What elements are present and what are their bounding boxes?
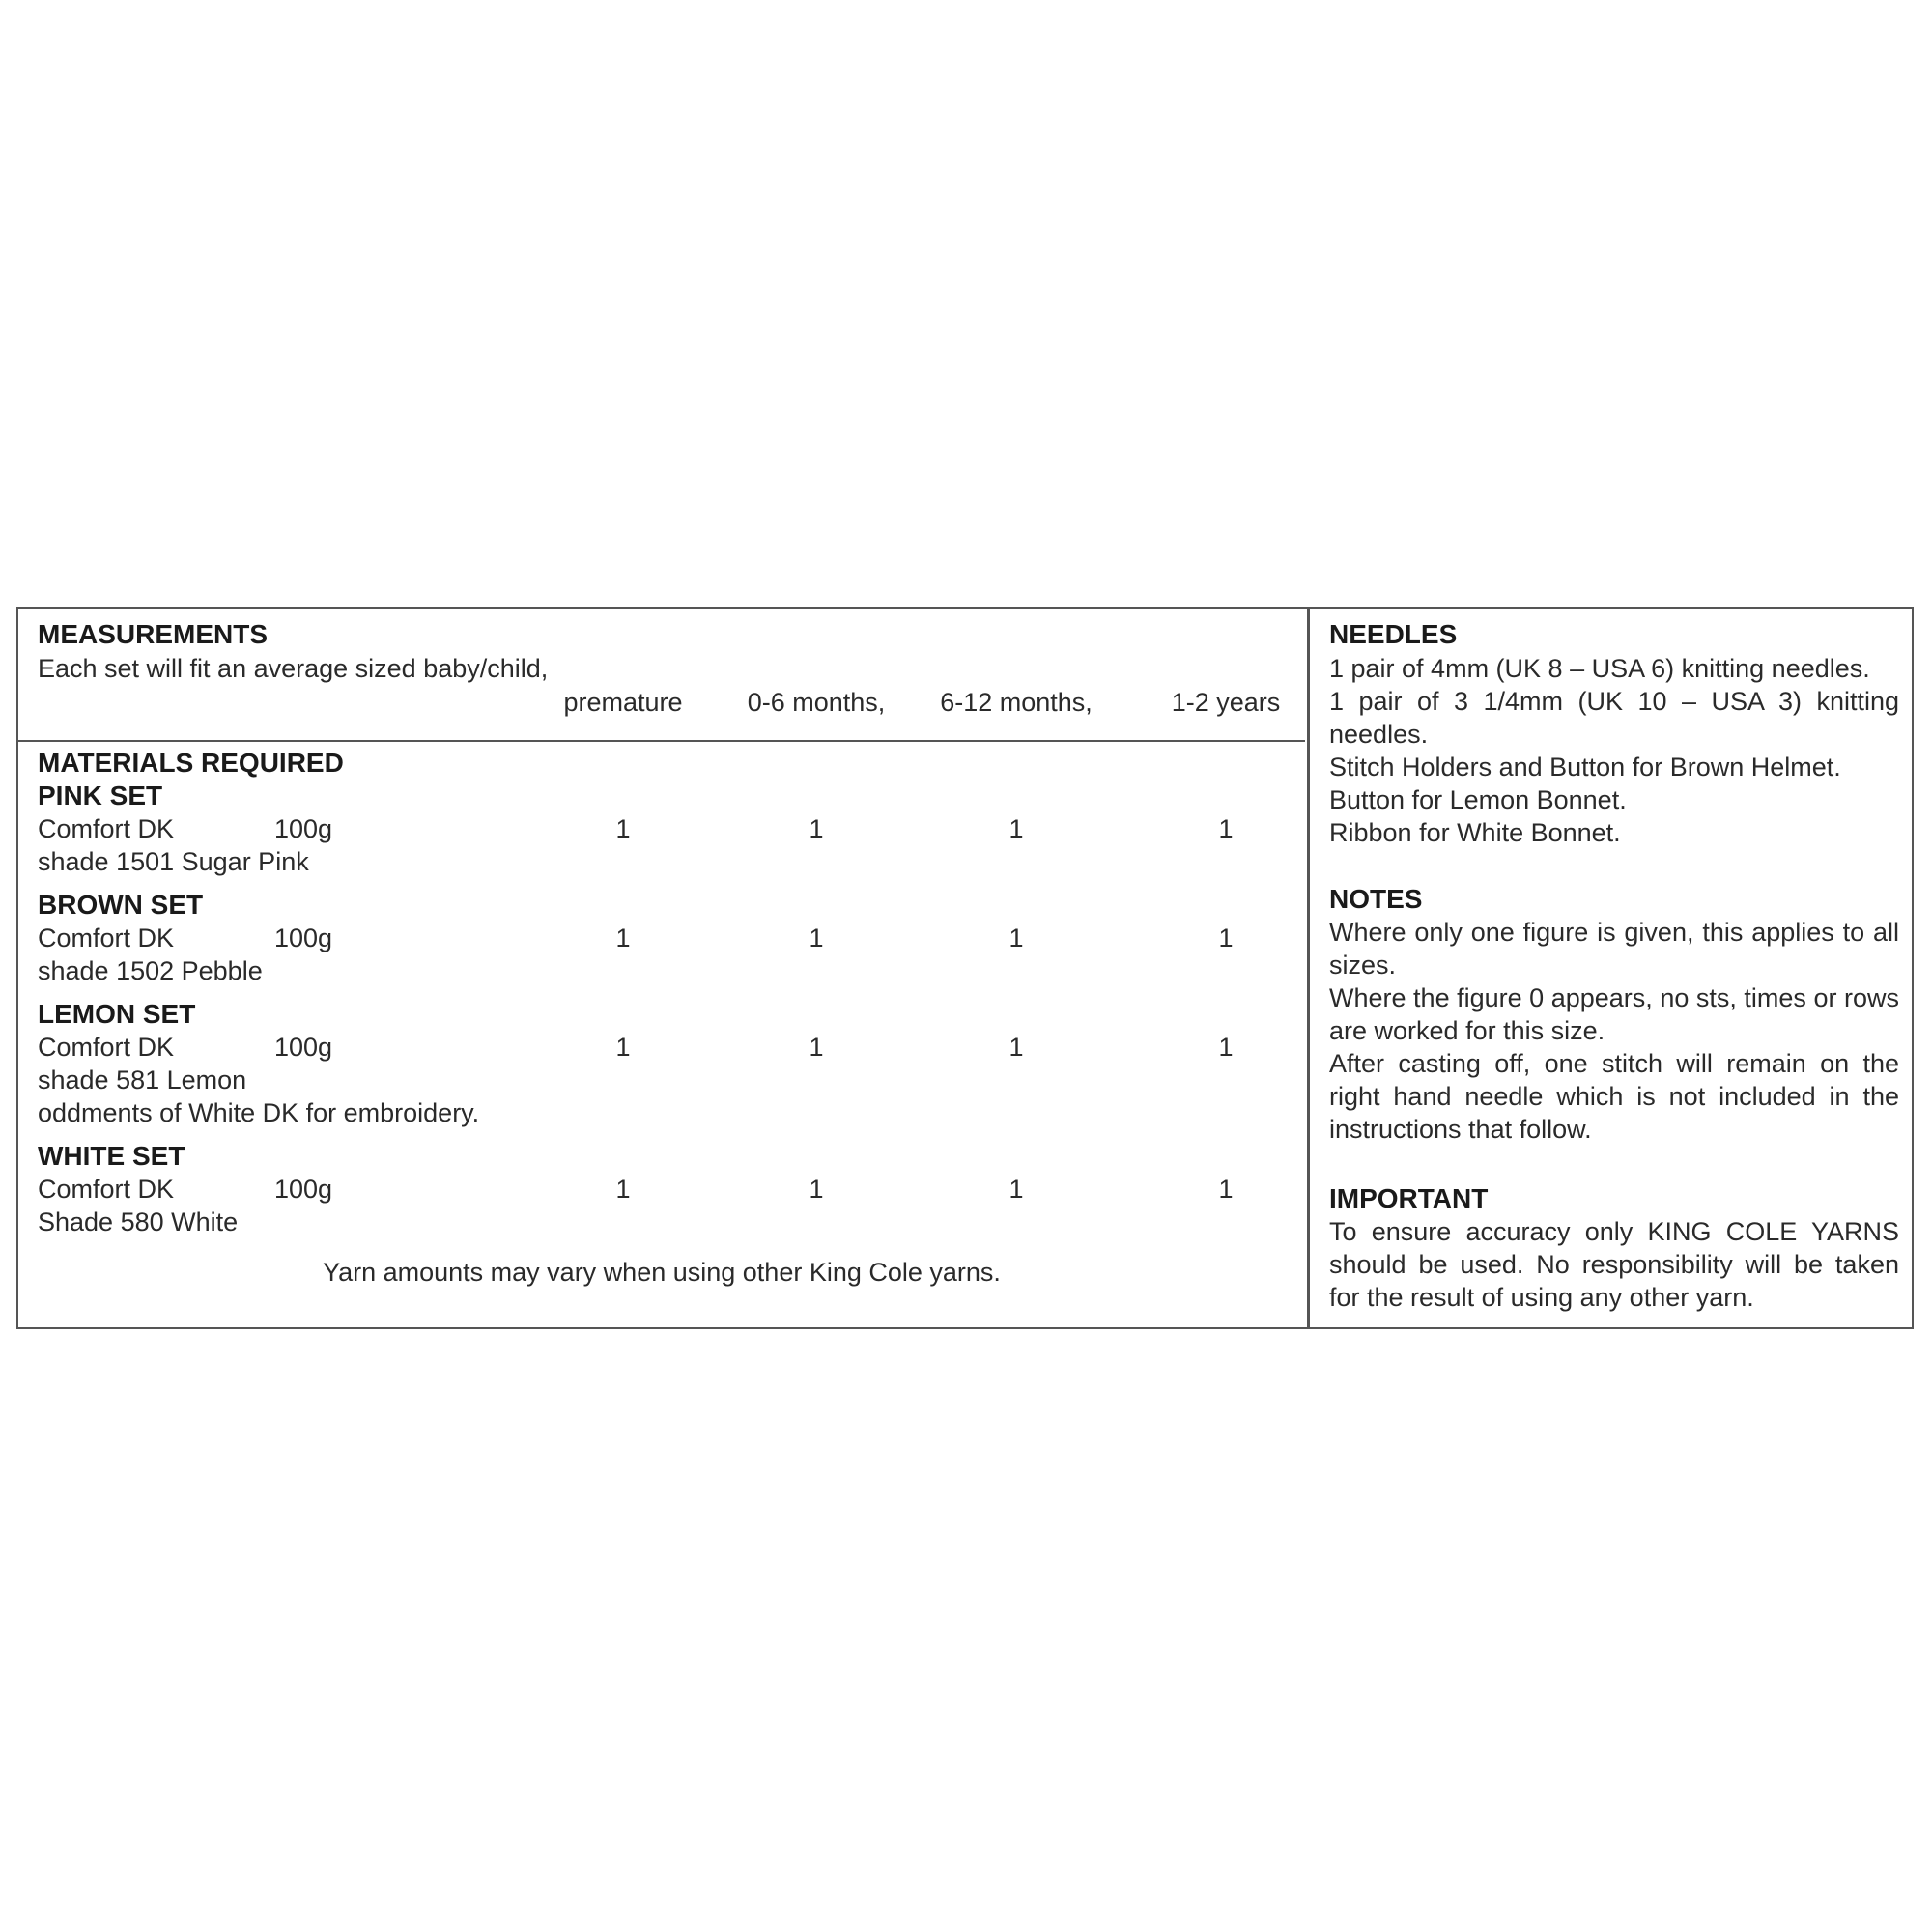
size-6-12-months: 6-12 months,	[940, 688, 1093, 717]
set-weight-white: 100g	[274, 1175, 333, 1204]
set-weight-lemon: 100g	[274, 1033, 333, 1062]
qty-white-6-12: 1	[1009, 1175, 1024, 1204]
size-0-6-months: 0-6 months,	[747, 688, 886, 717]
qty-white-1-2: 1	[1218, 1175, 1234, 1204]
set-yarn-lemon: Comfort DK	[38, 1033, 175, 1062]
set-shade-brown: shade 1502 Pebble	[38, 956, 263, 985]
qty-brown-0-6: 1	[809, 923, 824, 952]
set-weight-pink: 100g	[274, 814, 333, 843]
qty-lemon-premature: 1	[615, 1033, 631, 1062]
set-shade-lemon: shade 581 Lemon	[38, 1065, 247, 1094]
qty-white-premature: 1	[615, 1175, 631, 1204]
materials-heading: MATERIALS REQUIRED	[38, 748, 344, 778]
yarn-footnote: Yarn amounts may vary when using other King Cole yarns.	[323, 1258, 1001, 1287]
set-weight-brown: 100g	[274, 923, 333, 952]
needles-line-4: Button for Lemon Bonnet.	[1329, 785, 1627, 814]
notes-line-1: Where only one figure is given, this applies to all sizes.	[1329, 918, 1899, 980]
section-divider	[18, 740, 1305, 742]
set-yarn-pink: Comfort DK	[38, 814, 175, 843]
qty-pink-0-6: 1	[809, 814, 824, 843]
needles-line-3: Stitch Holders and Button for Brown Helmet.	[1329, 753, 1841, 781]
set-name-lemon: LEMON SET	[38, 999, 196, 1029]
qty-lemon-0-6: 1	[809, 1033, 824, 1062]
notes-line-2: Where the figure 0 appears, no sts, times or rows are worked for this size.	[1329, 983, 1899, 1045]
set-shade-pink: shade 1501 Sugar Pink	[38, 847, 309, 876]
important-heading: IMPORTANT	[1329, 1183, 1489, 1213]
qty-brown-premature: 1	[615, 923, 631, 952]
needles-notes-column	[1307, 609, 1912, 1327]
qty-brown-6-12: 1	[1009, 923, 1024, 952]
qty-brown-1-2: 1	[1218, 923, 1234, 952]
set-yarn-brown: Comfort DK	[38, 923, 175, 952]
needles-line-1: 1 pair of 4mm (UK 8 – USA 6) knitting needles.	[1329, 654, 1870, 683]
notes-line-3: After casting off, one stitch will remain on the right hand needle which is not included in the instructions that follow.	[1329, 1049, 1899, 1144]
needles-line-5: Ribbon for White Bonnet.	[1329, 818, 1621, 847]
set-name-brown: BROWN SET	[38, 890, 204, 920]
set-yarn-white: Comfort DK	[38, 1175, 175, 1204]
set-shade-white: Shade 580 White	[38, 1208, 239, 1236]
size-premature: premature	[563, 688, 683, 717]
measurements-heading: MEASUREMENTS	[38, 619, 269, 649]
measurements-materials-column	[18, 609, 1305, 1327]
qty-lemon-1-2: 1	[1218, 1033, 1234, 1062]
needles-line-2: 1 pair of 3 1/4mm (UK 10 – USA 3) knitting needles.	[1329, 687, 1899, 749]
pattern-info-panel	[16, 607, 1914, 1329]
qty-pink-6-12: 1	[1009, 814, 1024, 843]
qty-white-0-6: 1	[809, 1175, 824, 1204]
set-name-white: WHITE SET	[38, 1141, 185, 1171]
size-1-2-years: 1-2 years	[1171, 688, 1281, 717]
important-text: To ensure accuracy only KING COLE YARNS should be used. No responsibility will be taken for the result of using any other yarn.	[1329, 1217, 1899, 1312]
set-extra-lemon: oddments of White DK for embroidery.	[38, 1098, 480, 1127]
qty-pink-premature: 1	[615, 814, 631, 843]
qty-pink-1-2: 1	[1218, 814, 1234, 843]
measurements-intro: Each set will fit an average sized baby/child,	[38, 654, 549, 683]
needles-heading: NEEDLES	[1329, 619, 1458, 649]
qty-lemon-6-12: 1	[1009, 1033, 1024, 1062]
notes-heading: NOTES	[1329, 884, 1423, 914]
set-name-pink: PINK SET	[38, 781, 163, 810]
